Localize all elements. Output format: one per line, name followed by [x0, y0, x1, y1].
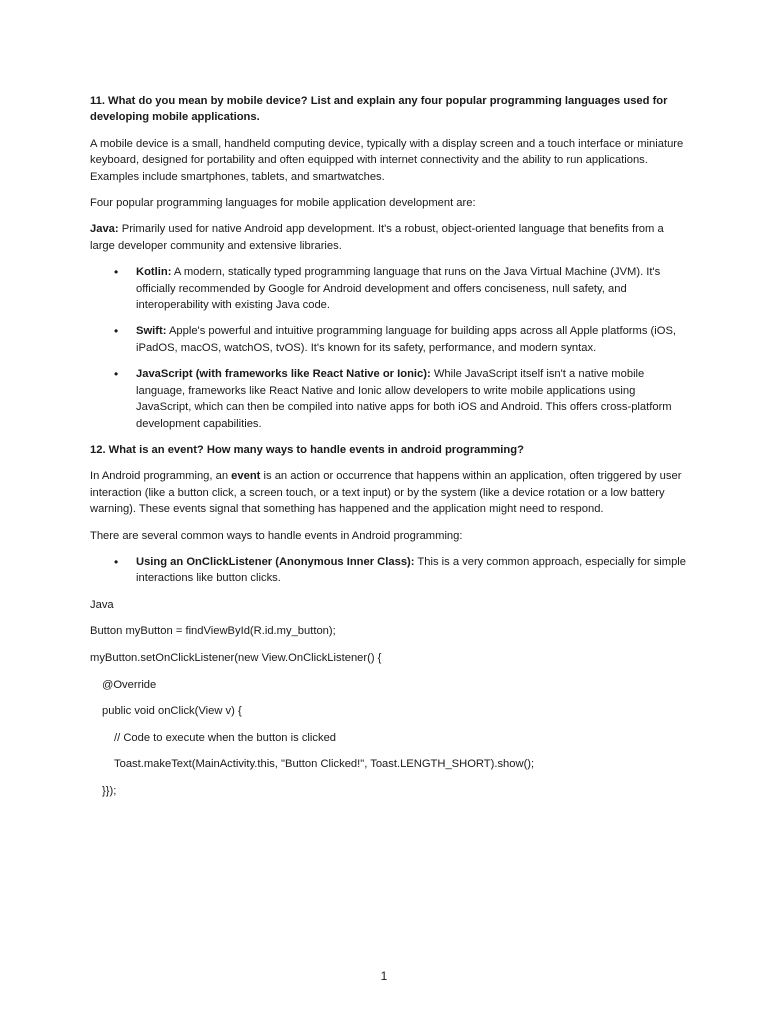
- bullet-icon: •: [114, 554, 119, 569]
- swift-text: Apple's powerful and intuitive programming language for building apps across all Apple platforms (iOS, iPadOS, macOS, watchOS, tvOS). It's known for its safety, performance, and modern syntax.: [136, 325, 677, 354]
- code-line: Button myButton = findViewById(R.id.my_button);: [90, 625, 336, 638]
- question-11-heading: 11. What do you mean by mobile device? List and explain any four popular programming languages used for developing mobile applications.: [90, 95, 668, 124]
- event-definition: [90, 468, 688, 517]
- event-definition-start: In Android programming, an: [90, 470, 232, 483]
- swift-term: Swift:: [136, 325, 167, 338]
- onclicklistener-term: Using an OnClickListener (Anonymous Inner Class):: [136, 555, 415, 568]
- page-number: 1: [380, 969, 388, 983]
- document-page: [90, 93, 688, 810]
- event-term: event: [231, 470, 261, 483]
- kotlin-term: Kotlin:: [136, 266, 172, 279]
- list-item-swift: [90, 323, 688, 356]
- list-item-onclicklistener: [90, 554, 688, 587]
- onclicklistener-text: This is a very common approach, especially for simple interactions like button clicks.: [136, 555, 687, 585]
- code-line: }});: [102, 784, 117, 797]
- list-item-javascript: [90, 366, 688, 432]
- bullet-icon: •: [114, 367, 119, 382]
- java-term: Java:: [90, 223, 119, 236]
- languages-intro: Four popular programming languages for mobile application development are:: [90, 197, 476, 210]
- event-definition-end: is an action or occurrence that happens within an application, often triggered by user interaction (like a button click, a screen touch, or a text input) or by the system (like a device rotation or a low battery warning). These events signal that something has happened and the application might need to respond.: [90, 470, 682, 516]
- javascript-term: JavaScript (with frameworks like React Native or Ionic):: [136, 368, 431, 381]
- mobile-device-definition: A mobile device is a small, handheld computing device, typically with a display screen and a touch interface or miniature keyboard, designed for portability and often equipped with internet connectivity and the ability to run applications. Examples include smartphones, tablets, and smartwatches.: [90, 137, 684, 183]
- code-block: [90, 623, 688, 799]
- java-paragraph: [90, 221, 688, 254]
- code-line: // Code to execute when the button is clicked: [114, 731, 337, 744]
- question-12-heading: 12. What is an event? How many ways to handle events in android programming?: [90, 443, 524, 456]
- bullet-icon: •: [114, 265, 119, 280]
- code-language-label: Java: [90, 598, 114, 611]
- code-line: myButton.setOnClickListener(new View.OnClickListener() {: [90, 651, 382, 664]
- event-handling-intro: There are several common ways to handle events in Android programming:: [90, 529, 463, 542]
- event-handling-list: [90, 554, 688, 587]
- bullet-icon: •: [114, 324, 119, 339]
- languages-list: [90, 264, 688, 432]
- javascript-text: While JavaScript itself isn't a native mobile language, frameworks like React Native and Ionic allow developers to write mobile applications using JavaScript, which can then be compiled into native apps for both iOS and Android. This offers cross-platform development capabilities.: [136, 368, 672, 430]
- list-item-kotlin: [90, 264, 688, 313]
- kotlin-text: A modern, statically typed programming language that runs on the Java Virtual Machine (JVM). It's officially recommended by Google for Android development and offers conciseness, null safety, and interoperability with existing Java code.: [136, 266, 661, 312]
- code-line: public void onClick(View v) {: [102, 705, 242, 718]
- code-line: Toast.makeText(MainActivity.this, "Button Clicked!", Toast.LENGTH_SHORT).show();: [114, 758, 535, 771]
- java-text: Primarily used for native Android app development. It's a robust, object-oriented language that benefits from a large developer community and extensive libraries.: [90, 223, 664, 252]
- code-line: @Override: [102, 678, 157, 691]
